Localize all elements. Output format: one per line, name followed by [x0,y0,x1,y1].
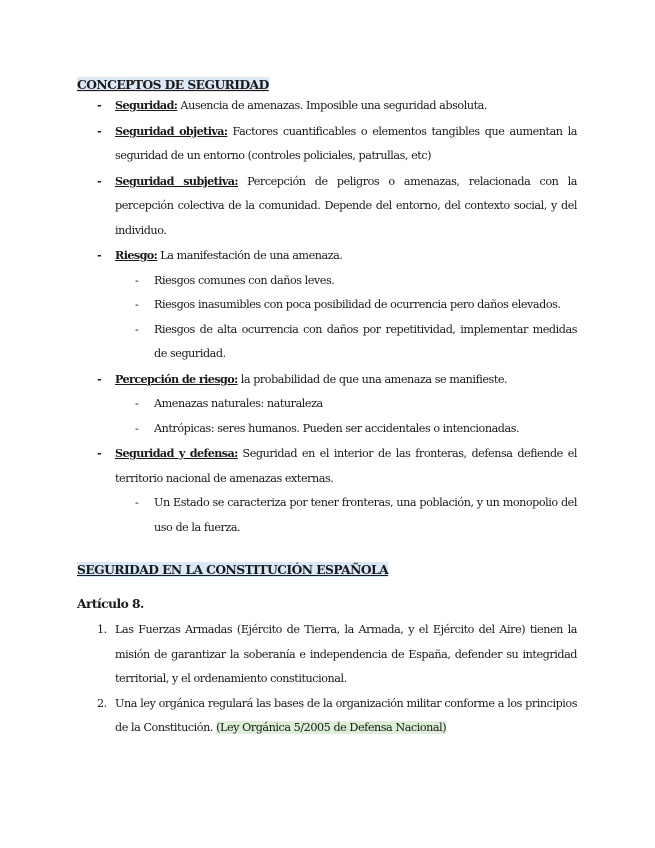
article-title: Artículo 8. [77,596,144,611]
document-content [77,77,577,741]
section-heading-conceptos: CONCEPTOS DE SEGURIDAD [77,77,269,92]
law-reference: (Ley Orgánica 5/2005 de Defensa Nacional) [216,721,447,734]
list-item: - Seguridad y defensa: Seguridad en el interior de las fronteras, defensa defiende el territorio nacional de amenazas externas. [97,446,577,485]
sub-list-item: - Antrópicas: seres humanos. Pueden ser accidentales o intencionadas. [135,421,520,435]
sub-list-item: - Riesgos de alta ocurrencia con daños por repetitividad, implementar medidas de seguridad. [135,322,577,360]
numbered-item: 2. Una ley orgánica regulará las bases de la organización militar conforme a los principios de la Constitución. (Ley Orgánica 5/2005 de Defensa Nacional) [97,696,577,734]
sub-list-item: - Riesgos inasumibles con poca posibilidad de ocurrencia pero daños elevados. [135,298,561,311]
article-points [77,618,577,741]
list-item: - Seguridad subjetiva: Percepción de peligros o amenazas, relacionada con la percepción colectiva de la comunidad. Depende del entorno, del contexto social, y del individuo. [97,173,577,237]
list-item: - Seguridad objetiva: Factores cuantificables o elementos tangibles que aumentan la seguridad de un entorno (controles policiales, patrullas, etc) [97,123,577,162]
list-item: - Percepción de riesgo: la probabilidad de que una amenaza se manifieste. [97,371,508,386]
concepts-list [77,93,577,540]
sub-list-item: - Amenazas naturales: naturaleza [135,397,323,410]
list-item: - Seguridad: Ausencia de amenazas. Imposible una seguridad absoluta. [97,98,487,112]
section-heading-constitucion: SEGURIDAD EN LA CONSTITUCIÓN ESPAÑOLA [77,562,389,577]
list-item: - Riesgo: La manifestación de una amenaza. [97,248,343,262]
numbered-item: 1. Las Fuerzas Armadas (Ejército de Tierra, la Armada, y el Ejército del Aire) tienen la misión de garantizar la soberanía e independencia de España, defender su integridad territorial, y el ordenamiento constitucional. [97,623,577,685]
sub-list-item: - Un Estado se caracteriza por tener fronteras, una población, y un monopolio del uso de la fuerza. [135,496,577,534]
sub-list-item: - Riesgos comunes con daños leves. [135,273,335,287]
